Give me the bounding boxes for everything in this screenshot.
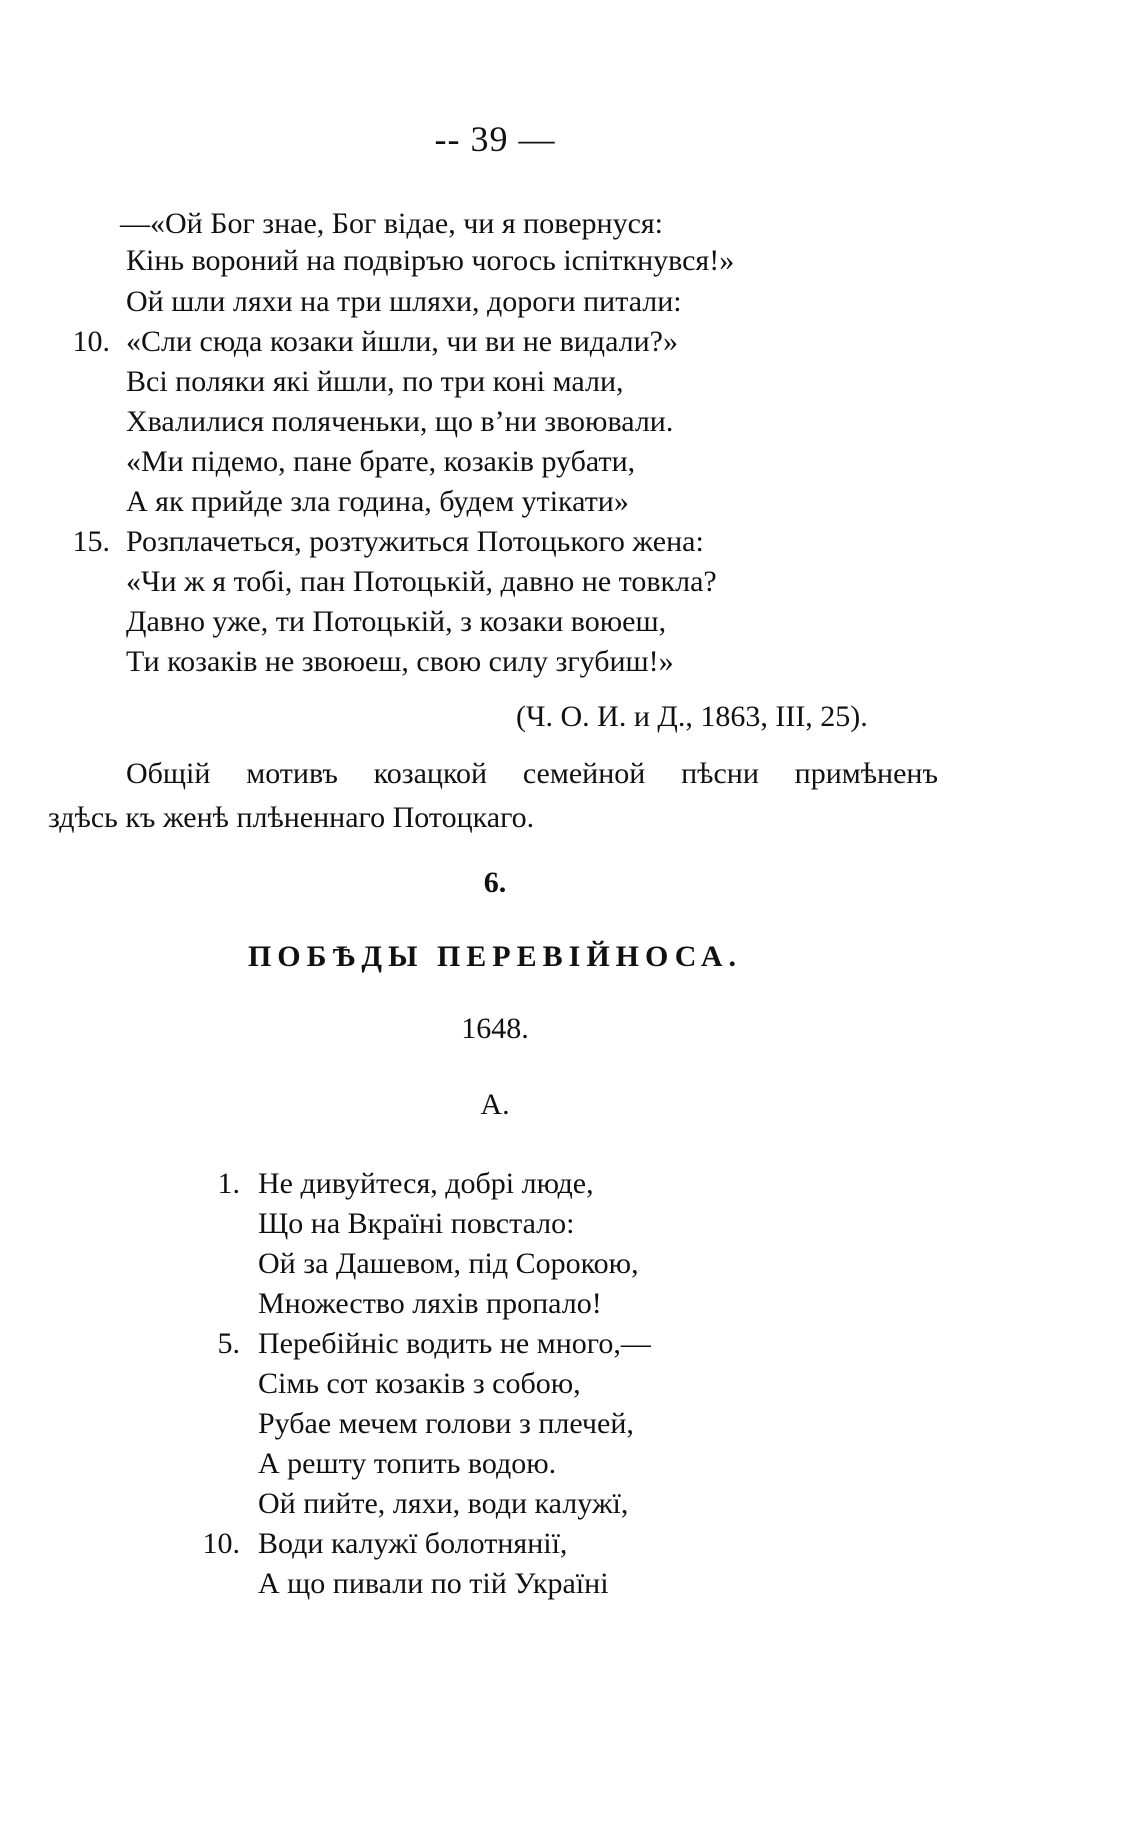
section-letter: А. — [480, 1088, 510, 1121]
poem-line: Хвалилися поляченьки, що в’ни звоювали. — [126, 405, 674, 438]
section-title: ПОБѢДЫ ПЕРЕВIЙНОСА. — [247, 940, 743, 973]
section-year: 1648. — [461, 1012, 529, 1045]
poem-line: «Ми пiдемо, пане брате, козакiв рубати, — [126, 445, 636, 478]
poem-line: «Сли сюда козаки йшли, чи ви не видали?» — [126, 325, 678, 358]
poem-line: Множество ляхiв пропало! — [258, 1287, 602, 1320]
poem-line: Перебiйнiс водить не много,— — [258, 1327, 651, 1360]
verse-number: 1. — [217, 1167, 240, 1200]
poem-line: Всi поляки якi йшли, по три конi мали, — [126, 365, 624, 398]
poem-line: «Чи ж я тобi, пан Потоцькiй, давно не товкла? — [126, 565, 717, 598]
poem-line: Сiмь сот козакiв з собою, — [258, 1367, 581, 1400]
poem-line: —«Ой Бог знае, Бог вiдае, чи я повернуся: — [120, 207, 664, 240]
poem-line: Ти козакiв не звоюеш, свою силу згубиш!» — [126, 645, 674, 678]
poem-line: А решту топить водою. — [258, 1447, 557, 1480]
commentary-line: здѣсь къ женѣ плѣненнаго Потоцкаго. — [48, 801, 535, 834]
verse-number: 15. — [72, 525, 110, 558]
poem-line: Рубае мечем голови з плечей, — [258, 1407, 634, 1440]
poem-line: Розплачеться, розтужиться Потоцького жена: — [126, 525, 704, 558]
source-citation: (Ч. О. И. и Д., 1863, III, 25). — [516, 700, 868, 733]
verse-number: 10. — [72, 325, 110, 358]
poem-line: Води калужї болотнянiї, — [258, 1527, 568, 1560]
poem-line: Ой пийте, ляхи, води калужї, — [258, 1487, 629, 1520]
verse-number: 10. — [202, 1527, 240, 1560]
poem-line: А що пивали по тiй Українi — [258, 1567, 609, 1600]
section-number: 6. — [483, 866, 507, 899]
poem-line: Ой за Дашевом, пiд Сорокою, — [258, 1247, 639, 1280]
poem-line: Давно уже, ти Потоцькiй, з козаки воюеш, — [126, 605, 667, 638]
poem-line: Не дивуйтеся, добрi люде, — [258, 1167, 594, 1200]
commentary-paragraph — [48, 752, 938, 840]
page-number: -- 39 — — [434, 119, 556, 159]
commentary-line: Общiй мотивъ козацкой семейной пѣсни примѣненъ — [126, 757, 938, 790]
verse-number: 5. — [217, 1327, 240, 1360]
poem-line: Що на Вкраїнi повстало: — [258, 1207, 575, 1240]
poem-line: Ой шли ляхи на три шляхи, дороги питали: — [126, 285, 682, 318]
poem-line: А як прийде зла година, будем утiкати» — [126, 485, 629, 518]
poem-line: Кiнь вороний на подвiръю чогось icпiткнувся!» — [126, 244, 735, 277]
